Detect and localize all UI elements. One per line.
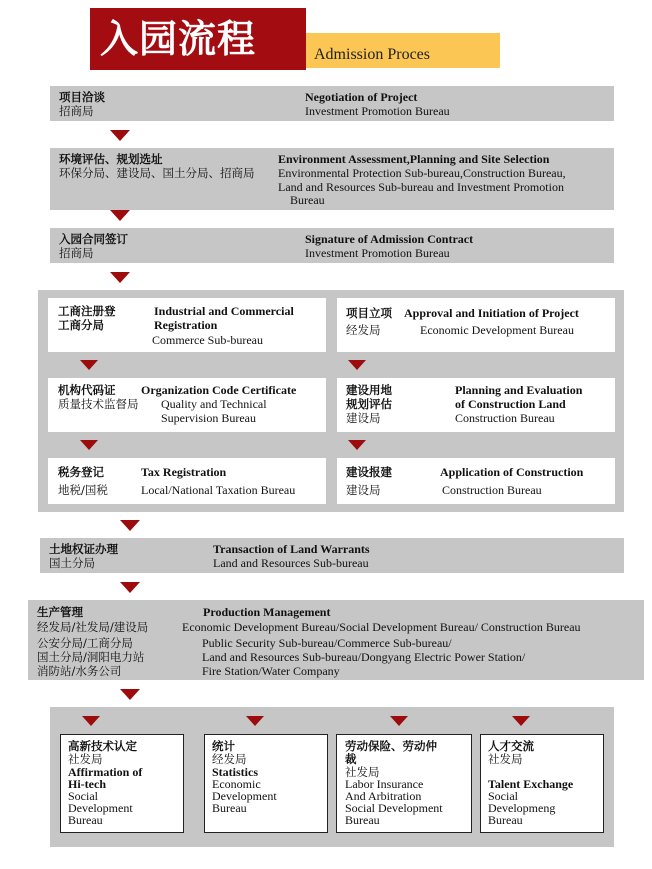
plan-en-office: Construction Bureau — [455, 411, 555, 425]
org-en-office-2: Supervision Bureau — [161, 411, 256, 425]
talent-en-3: Bureau — [488, 813, 523, 827]
stats-en-3: Bureau — [212, 801, 247, 815]
reg-cn-title-2: 工商分局 — [58, 318, 104, 332]
build-cn-title: 建设报建 — [346, 465, 392, 479]
org-en-office-1: Quality and Technical — [161, 397, 267, 411]
flow-arrow — [512, 716, 530, 726]
plan-cn-office: 建设局 — [346, 411, 381, 425]
plan-en-title-2: of Construction Land — [455, 397, 566, 411]
stats-cn-office: 经发局 — [212, 752, 247, 766]
page-title: 入园流程 — [100, 17, 257, 61]
flow-arrow — [120, 582, 140, 593]
step2-en-office-2: Land and Resources Sub-bureau and Investment Promotion — [278, 180, 564, 194]
step6-row-1-cn: 经发局/社发局/建设局 — [37, 620, 149, 634]
org-cn-title: 机构代码证 — [58, 383, 116, 397]
hitech-en-5: Bureau — [68, 813, 103, 827]
tax-en-office: Local/National Taxation Bureau — [141, 483, 296, 497]
reg-en-office: Commerce Sub-bureau — [152, 333, 263, 347]
talent-cn-title: 人才交流 — [488, 739, 534, 753]
step6-row-3-cn: 国土分局/洞阳电力站 — [37, 650, 145, 664]
flow-arrow — [80, 360, 98, 370]
hitech-en-4: Development — [68, 801, 133, 815]
plan-en-title-1: Planning and Evaluation — [455, 383, 583, 397]
flow-arrow — [82, 716, 100, 726]
hitech-en-3: Social — [68, 789, 98, 803]
stats-cn-title: 统计 — [212, 739, 235, 753]
approval-en-office: Economic Development Bureau — [420, 323, 574, 337]
flow-arrow — [110, 210, 130, 221]
hitech-cn-office: 社发局 — [68, 752, 103, 766]
flow-arrow — [110, 130, 130, 141]
step2-en-office-3: Bureau — [290, 193, 325, 207]
talent-cn-office: 社发局 — [488, 752, 523, 766]
step2-en-title: Environment Assessment,Planning and Site Selection — [278, 152, 550, 166]
step6-row-4-cn: 消防站/水务公司 — [37, 664, 122, 678]
tax-en-title: Tax Registration — [141, 465, 227, 479]
step3-en-office: Investment Promotion Bureau — [305, 246, 450, 260]
build-en-office: Construction Bureau — [442, 483, 542, 497]
talent-en-2: Developmeng — [488, 801, 556, 815]
step5-cn-title: 土地权证办理 — [49, 542, 118, 556]
approval-cn-office: 经发局 — [346, 323, 381, 337]
labor-cn-title-2: 裁 — [345, 752, 357, 766]
tax-cn-office: 地税/国税 — [58, 483, 108, 497]
step3-cn-title: 入园合同签订 — [59, 232, 128, 246]
step2-en-office-1: Environmental Protection Sub-bureau,Construction Bureau, — [278, 166, 566, 180]
flow-arrow — [120, 520, 140, 531]
flow-arrow — [348, 360, 366, 370]
step6-row-2-cn: 公安分局/工商分局 — [37, 636, 133, 650]
approval-cn-title: 项目立项 — [346, 306, 392, 320]
step3-cn-office: 招商局 — [59, 246, 94, 260]
labor-cn-title-1: 劳动保险、劳动仲 — [345, 739, 437, 753]
step6-row-2-en: Public Security Sub-bureau/Commerce Sub-bureau/ — [202, 636, 452, 650]
build-cn-office: 建设局 — [346, 483, 381, 497]
step6-row-3-en: Land and Resources Sub-bureau/Dongyang Electric Power Station/ — [202, 650, 526, 664]
reg-en-title-2: Registration — [154, 318, 218, 332]
plan-cn-title-2: 规划评估 — [346, 397, 392, 411]
talent-en-title: Talent Exchange — [488, 777, 574, 791]
hitech-en-1: Affirmation of — [68, 765, 143, 779]
labor-en-3: Social Development — [345, 801, 443, 815]
approval-en-title: Approval and Initiation of Project — [404, 306, 579, 320]
flow-arrow — [80, 440, 98, 450]
step1-en-title: Negotiation of Project — [305, 90, 418, 104]
build-en-title: Application of Construction — [440, 465, 584, 479]
step2-cn-title: 环境评估、规划选址 — [59, 152, 163, 166]
reg-en-title-1: Industrial and Commercial — [154, 304, 294, 318]
flow-arrow — [110, 272, 130, 283]
hitech-en-2: Hi-tech — [68, 777, 106, 791]
plan-cn-title-1: 建设用地 — [346, 383, 392, 397]
stats-en-title: Statistics — [212, 765, 258, 779]
stats-en-1: Economic — [212, 777, 261, 791]
step1-cn-office: 招商局 — [59, 104, 94, 118]
step2-cn-office: 环保分局、建设局、国土分局、招商局 — [59, 166, 255, 180]
labor-en-1: Labor Insurance — [345, 777, 424, 791]
flow-arrow — [246, 716, 264, 726]
flow-arrow — [120, 689, 140, 700]
step6-row-1-en: Economic Development Bureau/Social Development Bureau/ Construction Bureau — [182, 620, 581, 634]
step5-en-title: Transaction of Land Warrants — [213, 542, 370, 556]
step6-row-4-en: Fire Station/Water Company — [202, 664, 340, 678]
step6-en-title: Production Management — [203, 605, 331, 619]
flow-arrow — [390, 716, 408, 726]
talent-en-1: Social — [488, 789, 518, 803]
step1-en-office: Investment Promotion Bureau — [305, 104, 450, 118]
labor-en-4: Bureau — [345, 813, 380, 827]
flow-arrow — [348, 440, 366, 450]
org-en-title: Organization Code Certificate — [141, 383, 297, 397]
step3-en-title: Signature of Admission Contract — [305, 232, 474, 246]
page-subtitle: Admission Proces — [314, 46, 430, 63]
step1-cn-title: 项目洽谈 — [59, 90, 105, 104]
org-cn-office: 质量技术监督局 — [58, 397, 139, 411]
reg-cn-title: 工商注册登 — [58, 304, 116, 318]
tax-cn-title: 税务登记 — [58, 465, 104, 479]
step5-en-office: Land and Resources Sub-bureau — [213, 556, 369, 570]
step5-cn-office: 国土分局 — [49, 556, 95, 570]
stats-en-2: Development — [212, 789, 277, 803]
step6-cn-title: 生产管理 — [37, 605, 83, 619]
labor-en-2: And Arbitration — [345, 789, 422, 803]
labor-cn-office: 社发局 — [345, 765, 380, 779]
hitech-cn-title: 高新技术认定 — [68, 739, 137, 753]
